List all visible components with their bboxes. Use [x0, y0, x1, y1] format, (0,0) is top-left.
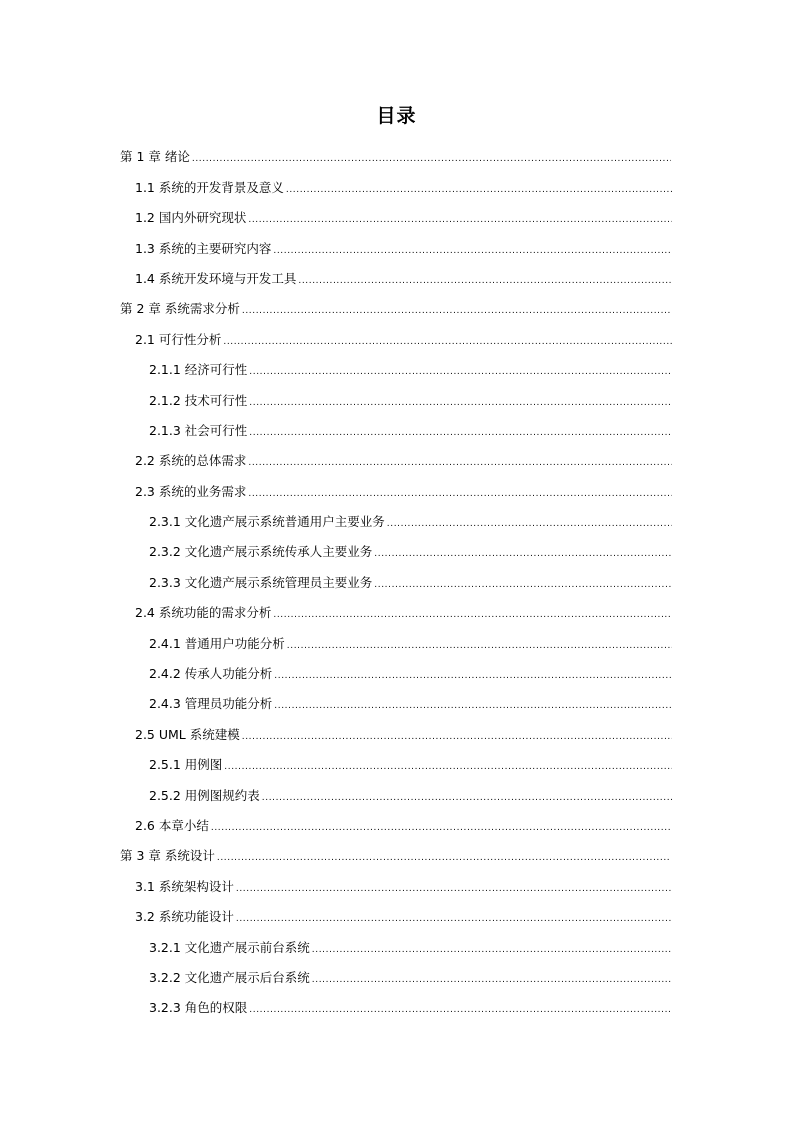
toc-entry-text: 2.5.1 用例图 [149, 757, 223, 773]
toc-dot-leader [224, 761, 672, 773]
toc-dot-leader [286, 184, 672, 196]
toc-dot-leader [262, 792, 672, 804]
toc-dot-leader [249, 366, 672, 378]
toc-entry[interactable] [120, 137, 671, 167]
toc-dot-leader [298, 275, 672, 287]
toc-entry[interactable] [135, 897, 672, 927]
toc-dot-leader [249, 1004, 672, 1016]
toc-dot-leader [236, 913, 672, 925]
toc-entry[interactable] [135, 441, 672, 471]
toc-entry-text: 3.2.2 文化遗产展示后台系统 [149, 969, 310, 985]
toc-dot-leader [274, 700, 672, 712]
toc-entry[interactable] [135, 593, 672, 623]
toc-dot-leader [312, 944, 672, 956]
toc-entry[interactable] [149, 684, 672, 714]
toc-dot-leader [374, 579, 672, 591]
toc-entry-text: 2.3.1 文化遗产展示系统普通用户主要业务 [149, 514, 385, 530]
toc-entry[interactable] [149, 502, 672, 532]
toc-entry-text: 2.1.1 经济可行性 [149, 362, 248, 378]
toc-entry[interactable] [135, 714, 672, 744]
toc-entry[interactable] [149, 623, 672, 653]
toc-entry[interactable] [135, 319, 672, 349]
toc-dot-leader [242, 305, 671, 317]
toc-entry[interactable] [135, 198, 672, 228]
toc-entry-text: 2.4.2 传承人功能分析 [149, 666, 273, 682]
toc-entry-text: 1.3 系统的主要研究内容 [135, 240, 272, 256]
toc-entry[interactable] [120, 836, 671, 866]
toc-entry-text: 2.4 系统功能的需求分析 [135, 605, 272, 621]
toc-dot-leader [249, 397, 672, 409]
toc-dot-leader [273, 609, 672, 621]
toc-entry-text: 3.2.1 文化遗产展示前台系统 [149, 939, 310, 955]
toc-dot-leader [312, 974, 672, 986]
toc-entry-text: 1.1 系统的开发背景及意义 [135, 179, 284, 195]
toc-entry-text: 第 1 章 绪论 [120, 149, 190, 165]
toc-entry[interactable] [135, 228, 672, 258]
toc-entry-text: 3.2.3 角色的权限 [149, 1000, 248, 1016]
toc-dot-leader [248, 488, 672, 500]
toc-dot-leader [242, 731, 672, 743]
toc-entry[interactable] [149, 988, 672, 1018]
toc-entry[interactable] [149, 350, 672, 380]
table-of-contents [0, 137, 793, 1018]
toc-entry[interactable] [120, 289, 671, 319]
toc-entry-text: 2.1 可行性分析 [135, 331, 222, 347]
toc-entry-text: 2.6 本章小结 [135, 817, 209, 833]
toc-entry-text: 2.4.1 普通用户功能分析 [149, 635, 285, 651]
toc-dot-leader [192, 153, 671, 165]
toc-entry-text: 1.2 国内外研究现状 [135, 210, 247, 226]
toc-entry-text: 2.4.3 管理员功能分析 [149, 696, 273, 712]
toc-entry-text: 1.4 系统开发环境与开发工具 [135, 270, 297, 286]
toc-dot-leader [273, 245, 672, 257]
toc-dot-leader [217, 852, 671, 864]
toc-dot-leader [374, 548, 672, 560]
toc-entry-text: 2.3.2 文化遗产展示系统传承人主要业务 [149, 544, 373, 560]
toc-dot-leader [223, 336, 672, 348]
page-title: 目录 [376, 105, 417, 127]
toc-dot-leader [248, 457, 672, 469]
toc-entry[interactable] [149, 532, 672, 562]
toc-dot-leader [274, 670, 672, 682]
toc-entry[interactable] [149, 562, 672, 592]
toc-entry[interactable] [149, 411, 672, 441]
toc-entry-text: 第 3 章 系统设计 [120, 848, 215, 864]
toc-entry-text: 2.3 系统的业务需求 [135, 483, 247, 499]
toc-dot-leader [287, 640, 672, 652]
toc-entry[interactable] [135, 866, 672, 896]
toc-entry-text: 2.3.3 文化遗产展示系统管理员主要业务 [149, 574, 373, 590]
toc-entry[interactable] [135, 471, 672, 501]
toc-entry-text: 2.1.3 社会可行性 [149, 422, 248, 438]
toc-entry[interactable] [149, 745, 672, 775]
toc-entry-text: 2.5 UML 系统建模 [135, 726, 240, 742]
toc-dot-leader [249, 427, 672, 439]
toc-entry-text: 2.2 系统的总体需求 [135, 453, 247, 469]
toc-dot-leader [387, 518, 672, 530]
toc-entry[interactable] [149, 927, 672, 957]
toc-dot-leader [236, 883, 672, 895]
toc-entry[interactable] [135, 167, 672, 197]
toc-entry[interactable] [149, 380, 672, 410]
toc-entry-text: 2.5.2 用例图规约表 [149, 787, 260, 803]
toc-entry[interactable] [149, 775, 672, 805]
toc-entry[interactable] [135, 259, 672, 289]
toc-entry[interactable] [149, 654, 672, 684]
toc-dot-leader [248, 214, 672, 226]
toc-entry-text: 2.1.2 技术可行性 [149, 392, 248, 408]
toc-entry-text: 第 2 章 系统需求分析 [120, 301, 240, 317]
toc-entry[interactable] [149, 958, 672, 988]
toc-entry[interactable] [135, 806, 672, 836]
toc-entry-text: 3.2 系统功能设计 [135, 909, 234, 925]
toc-dot-leader [211, 822, 672, 834]
toc-entry-text: 3.1 系统架构设计 [135, 878, 234, 894]
